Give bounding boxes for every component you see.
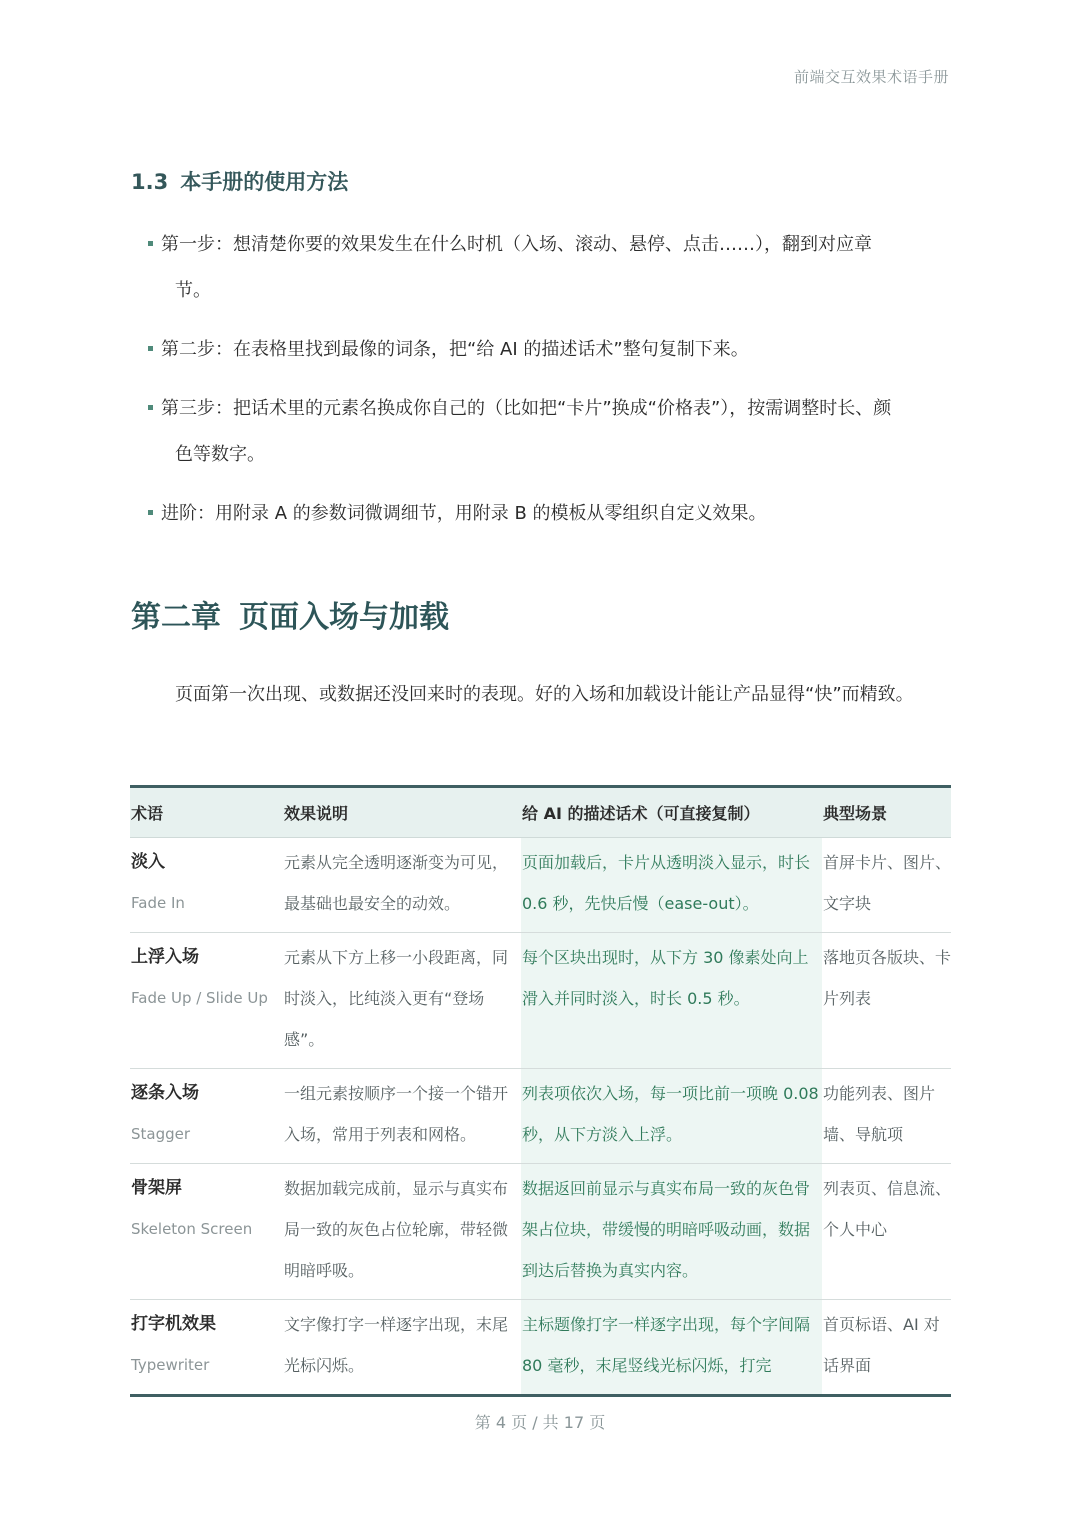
term-name: 逐条入场 <box>131 1083 199 1103</box>
list-item <box>148 386 948 478</box>
bullet-square-icon <box>148 405 153 410</box>
term-cell <box>130 1069 283 1164</box>
list-item <box>148 222 948 314</box>
ai-prompt-cell: 数据返回前显示与真实布局一致的灰色骨架占位块，带缓慢的明暗呼吸动画，数据到达后替换为真实内容。 <box>521 1164 822 1300</box>
step-text: 第一步：想清楚你要的效果发生在什么时机（入场、滚动、悬停、点击……），翻到对应章 <box>161 234 872 255</box>
ai-prompt-cell: 列表项依次入场，每一项比前一项晚 0.08 秒，从下方淡入上浮。 <box>521 1069 822 1164</box>
header-term: 术语 <box>130 787 283 838</box>
scene-cell: 功能列表、图片墙、导航项 <box>822 1069 951 1164</box>
table-header-row <box>130 787 951 838</box>
chapter-intro: 页面第一次出现、或数据还没回来时的表现。好的入场和加载设计能让产品显得“快”而精致。 <box>175 684 914 705</box>
bullet-square-icon <box>148 346 153 351</box>
term-name: 骨架屏 <box>131 1178 182 1198</box>
running-header: 前端交互效果术语手册 <box>793 68 949 86</box>
term-english: Typewriter <box>131 1356 210 1374</box>
description-cell: 元素从下方上移一小段距离，同时淡入，比纯淡入更有“登场感”。 <box>283 933 521 1069</box>
description-cell: 一组元素按顺序一个接一个错开入场，常用于列表和网格。 <box>283 1069 521 1164</box>
table-row <box>130 933 951 1069</box>
step-text: 第三步：把话术里的元素名换成你自己的（比如把“卡片”换成“价格表”），按需调整时长、颜 <box>161 398 892 419</box>
header-ai-prompt: 给 AI 的描述话术（可直接复制） <box>521 787 822 838</box>
ai-prompt-cell: 每个区块出现时，从下方 30 像素处向上滑入并同时淡入，时长 0.5 秒。 <box>521 933 822 1069</box>
term-name: 淡入 <box>131 852 165 872</box>
scene-cell: 落地页各版块、卡片列表 <box>822 933 951 1069</box>
scene-cell: 首屏卡片、图片、文字块 <box>822 838 951 933</box>
scene-cell: 列表页、信息流、个人中心 <box>822 1164 951 1300</box>
term-cell <box>130 1300 283 1396</box>
section-number: 1.3 <box>131 170 169 194</box>
step-text: 进阶：用附录 A 的参数词微调细节，用附录 B 的模板从零组织自定义效果。 <box>161 503 767 524</box>
description-cell: 元素从完全透明逐渐变为可见，最基础也最安全的动效。 <box>283 838 521 933</box>
section-title: 本手册的使用方法 <box>180 170 349 194</box>
ai-prompt-cell: 页面加载后，卡片从透明淡入显示，时长 0.6 秒，先快后慢（ease-out）。 <box>521 838 822 933</box>
list-item <box>148 491 948 537</box>
usage-steps-list <box>148 222 948 550</box>
bullet-square-icon <box>148 241 153 246</box>
term-cell <box>130 838 283 933</box>
page-number: 第 4 页 / 共 17 页 <box>474 1413 606 1432</box>
header-scene: 典型场景 <box>822 787 951 838</box>
ai-prompt-cell: 主标题像打字一样逐字出现，每个字间隔 80 毫秒，末尾竖线光标闪烁，打完 <box>521 1300 822 1396</box>
list-item <box>148 327 948 373</box>
term-english: Fade Up / Slide Up <box>131 989 268 1007</box>
description-cell: 文字像打字一样逐字出现，末尾光标闪烁。 <box>284 1315 509 1375</box>
bullet-square-icon <box>148 510 153 515</box>
table-row <box>130 1069 951 1164</box>
step-text-continued: 节。 <box>175 280 211 301</box>
term-cell <box>130 1164 283 1300</box>
term-english: Skeleton Screen <box>131 1220 253 1238</box>
description-cell: 数据加载完成前，显示与真实布局一致的灰色占位轮廓，带轻微明暗呼吸。 <box>283 1164 521 1300</box>
scene-cell: 首页标语、AI 对话界面 <box>823 1315 940 1375</box>
header-description: 效果说明 <box>283 787 521 838</box>
term-table <box>130 785 951 1397</box>
chapter-number: 第二章 <box>131 600 221 635</box>
chapter-title <box>131 592 449 636</box>
term-cell <box>130 933 283 1069</box>
table-row <box>130 1300 951 1396</box>
term-english: Fade In <box>131 894 185 912</box>
section-heading <box>131 166 348 196</box>
chapter-name: 页面入场与加载 <box>239 600 449 635</box>
table-row <box>130 1164 951 1300</box>
table-row <box>130 838 951 933</box>
step-text: 第二步：在表格里找到最像的词条，把“给 AI 的描述话术”整句复制下来。 <box>161 339 749 360</box>
term-name: 上浮入场 <box>131 947 199 967</box>
step-text-continued: 色等数字。 <box>175 444 265 465</box>
term-english: Stagger <box>131 1125 191 1143</box>
term-name: 打字机效果 <box>131 1314 216 1334</box>
